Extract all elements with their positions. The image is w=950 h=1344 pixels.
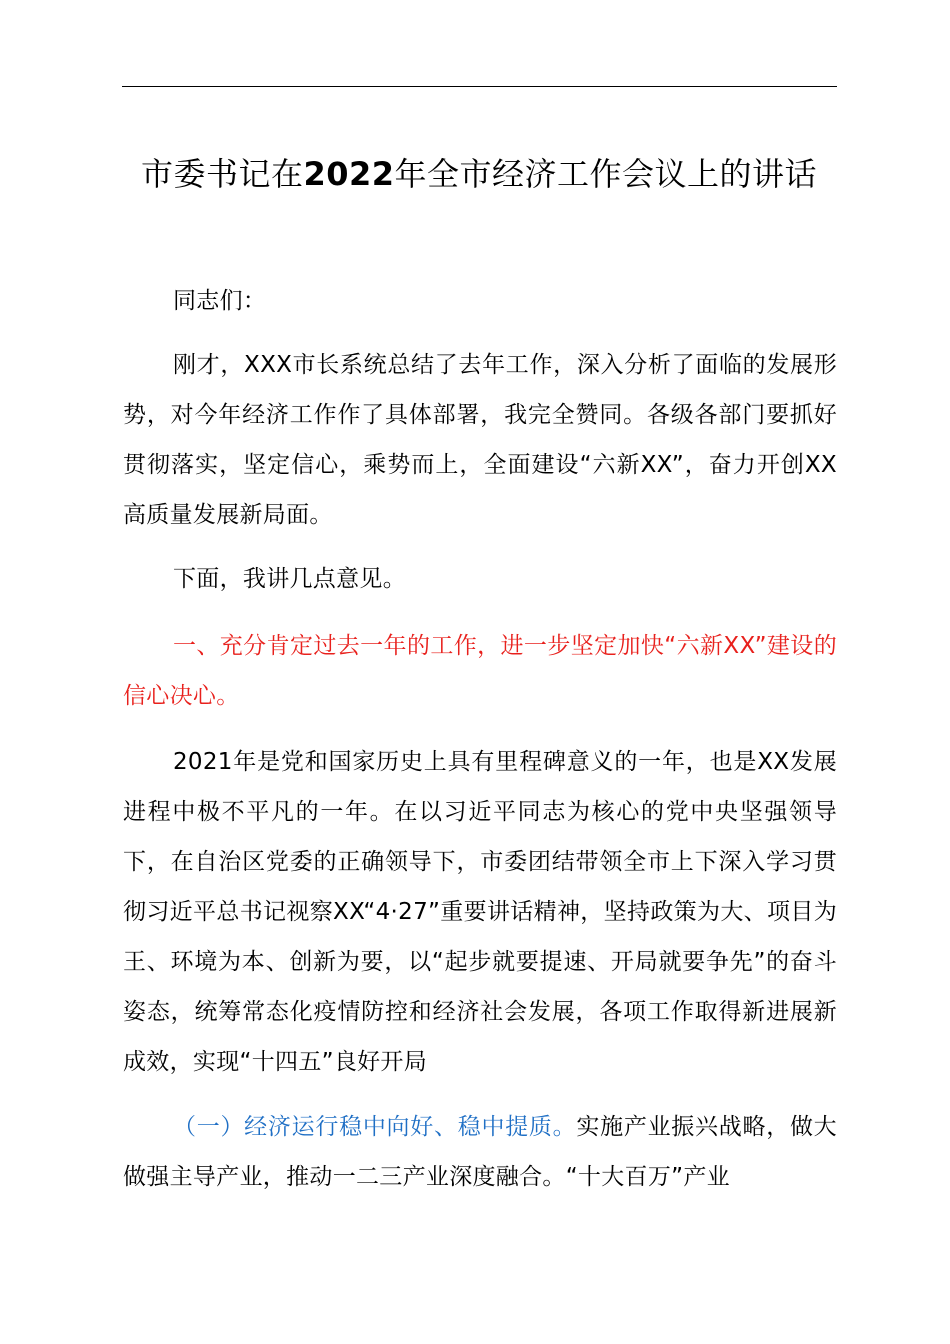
subsection-heading-1: （一）经济运行稳中向好、稳中提质。 (173, 1114, 577, 1140)
subsection-paragraph-1 (123, 1102, 837, 1202)
document-title (120, 148, 838, 200)
header-rule (122, 86, 837, 87)
salutation: 同志们： (173, 288, 267, 314)
intro-paragraph: 刚才，XXX市长系统总结了去年工作，深入分析了面临的发展形势，对今年经济工作作了具体部署，我完全赞同。各级各部门要抓好贯彻落实，坚定信心，乘势而上，全面建设“六新XX”，奋力开创XX高质量发展新局面。 (123, 352, 837, 528)
title-part-2: 年全市经济工作会议上的讲话 (394, 155, 818, 193)
subsection-body-1: 实施产业振兴战略，做大做强主导产业，推动一二三产业深度融合。“十大百万”产业 (123, 1114, 837, 1190)
title-part-1: 市委书记在 (140, 155, 304, 193)
opening-paragraph: 下面，我讲几点意见。 (173, 566, 406, 592)
section-heading-1: 一、充分肯定过去一年的工作，进一步坚定加快“六新XX”建设的信心决心。 (123, 633, 837, 709)
review-paragraph-2021: 2021年是党和国家历史上具有里程碑意义的一年，也是XX发展进程中极不平凡的一年。在以习近平同志为核心的党中央坚强领导下，在自治区党委的正确领导下，市委团结带领全市上下深入学习贯彻习近平总书记视察XX“4·27”重要讲话精神，坚持政策为大、项目为王、环境为本、创新为要，以“起步就要提速、开局就要争先”的奋斗姿态，统筹常态化疫情防控和经济社会发展，各项工作取得新进展新成效，实现“十四五”良好开局 (123, 749, 837, 1075)
title-year: 2022 (303, 155, 395, 193)
